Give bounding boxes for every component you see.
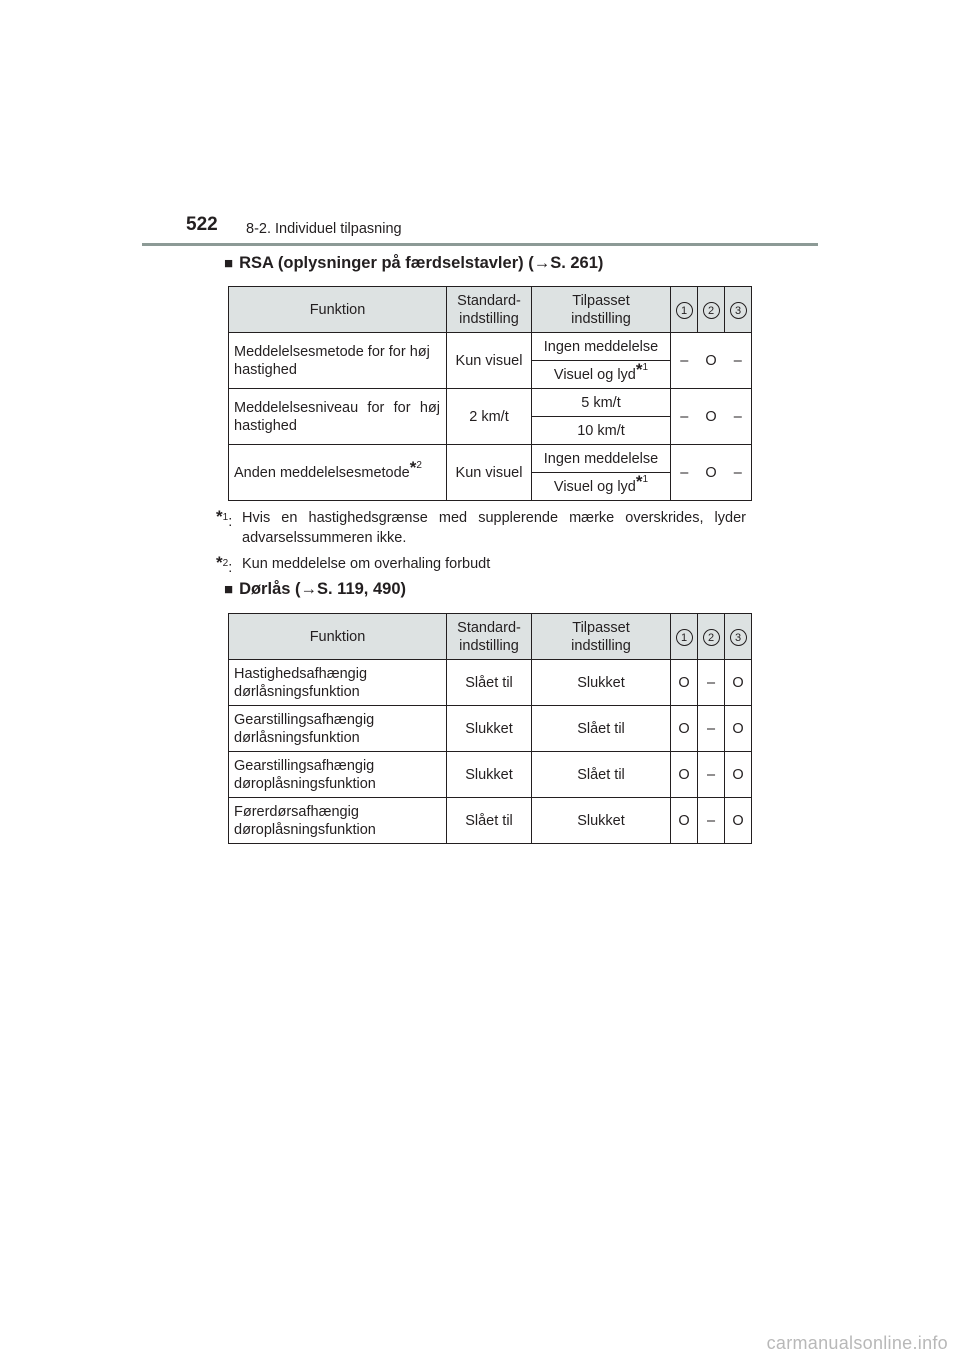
mark-3-cell: –: [725, 333, 752, 389]
table-header-row: [229, 287, 752, 333]
column-header-mark-3: [725, 287, 752, 333]
column-header-function: Funktion: [229, 614, 447, 660]
custom-option-cell: Ingen meddelelse: [532, 445, 671, 473]
column-header-mark-2: [698, 287, 725, 333]
mark-1-cell: O: [671, 798, 698, 844]
function-cell: Meddelelsesniveau for for høj hastighed: [229, 389, 447, 445]
mark-2-cell: O: [698, 445, 725, 501]
table-row: [229, 798, 752, 844]
page-number: 522: [186, 214, 218, 235]
footnote-1: [216, 508, 746, 548]
door-lock-settings-table: [228, 613, 752, 844]
custom-option-cell: Ingen meddelelse: [532, 333, 671, 361]
circled-two-icon: 2: [703, 629, 720, 646]
function-cell: Gearstillingsafhængig døroplåsningsfunktion: [229, 752, 447, 798]
custom-cell: Slukket: [532, 660, 671, 706]
mark-1-cell: –: [671, 389, 698, 445]
column-header-custom: Tilpasset indstilling: [532, 614, 671, 660]
function-cell: Førerdørsafhængig døroplåsningsfunktion: [229, 798, 447, 844]
mark-2-cell: –: [698, 706, 725, 752]
function-cell: Hastighedsafhængig dørlåsningsfunktion: [229, 660, 447, 706]
column-header-custom: Tilpasset indstilling: [532, 287, 671, 333]
circled-two-icon: 2: [703, 302, 720, 319]
column-header-standard: Standard- indstilling: [447, 614, 532, 660]
header-divider: [142, 243, 818, 246]
footnote-marker: $^{*2}$:: [216, 553, 233, 576]
watermark: carmanualsonline.info: [766, 1333, 948, 1353]
footnote-marker: $^{*1}$:: [216, 507, 233, 530]
mark-3-cell: –: [725, 445, 752, 501]
standard-cell: Kun visuel: [447, 333, 532, 389]
standard-cell: Slukket: [447, 752, 532, 798]
footnote-text-cont: advarselssummeren ikke.: [242, 530, 407, 546]
mark-1-cell: O: [671, 752, 698, 798]
square-bullet-icon: ■: [224, 581, 234, 598]
mark-3-cell: O: [725, 660, 752, 706]
footnote-2: [216, 554, 746, 578]
footnote-text: Kun meddelelse om overhaling forbudt: [242, 556, 491, 572]
rsa-settings-table: [228, 286, 752, 501]
function-cell: Meddelelsesmetode for for høj hastighed: [229, 333, 447, 389]
circled-one-icon: 1: [676, 629, 693, 646]
arrow-right-icon: →: [533, 254, 551, 272]
mark-1-cell: –: [671, 445, 698, 501]
table-row: [229, 706, 752, 752]
mark-2-cell: O: [698, 389, 725, 445]
standard-cell: Slukket: [447, 706, 532, 752]
chapter-title: 8-2. Individuel tilpasning: [246, 221, 402, 237]
mark-3-cell: O: [725, 798, 752, 844]
table-row: [229, 333, 752, 361]
mark-3-cell: –: [725, 389, 752, 445]
table-row: [229, 445, 752, 473]
table-row: [229, 660, 752, 706]
mark-2-cell: –: [698, 660, 725, 706]
standard-cell: Slået til: [447, 798, 532, 844]
custom-cell: Slået til: [532, 706, 671, 752]
mark-1-cell: O: [671, 660, 698, 706]
page-reference: S. 261): [550, 254, 604, 272]
square-bullet-icon: ■: [224, 255, 234, 272]
footnote-text: Hvis en hastighedsgrænse med supplerende mærke overskrides, lyder: [242, 510, 746, 526]
custom-option-cell: Visuel og lyd$^{*^1}$: [532, 473, 671, 501]
table-row: [229, 389, 752, 417]
mark-1-cell: O: [671, 706, 698, 752]
mark-2-cell: O: [698, 333, 725, 389]
custom-cell: Slukket: [532, 798, 671, 844]
column-header-mark-1: [671, 287, 698, 333]
standard-cell: 2 km/t: [447, 389, 532, 445]
mark-3-cell: O: [725, 752, 752, 798]
circled-one-icon: 1: [676, 302, 693, 319]
page-reference: S. 119, 490): [317, 580, 406, 598]
section-heading-text: RSA (oplysninger på færdselstavler) (: [239, 254, 534, 272]
column-header-mark-2: [698, 614, 725, 660]
mark-1-cell: –: [671, 333, 698, 389]
mark-2-cell: –: [698, 752, 725, 798]
circled-three-icon: 3: [730, 302, 747, 319]
function-cell: Anden meddelelsesmetode$^{*^2}$: [229, 445, 447, 501]
column-header-mark-1: [671, 614, 698, 660]
mark-3-cell: O: [725, 706, 752, 752]
section-heading-text: Dørlås (: [239, 580, 301, 598]
custom-option-cell: 10 km/t: [532, 417, 671, 445]
standard-cell: Kun visuel: [447, 445, 532, 501]
function-cell: Gearstillingsafhængig dørlåsningsfunktion: [229, 706, 447, 752]
circled-three-icon: 3: [730, 629, 747, 646]
table-row: [229, 752, 752, 798]
standard-cell: Slået til: [447, 660, 532, 706]
section-heading-door-lock: [224, 580, 406, 599]
section-heading-rsa: [224, 254, 603, 273]
table-header-row: [229, 614, 752, 660]
mark-2-cell: –: [698, 798, 725, 844]
custom-option-cell: 5 km/t: [532, 389, 671, 417]
arrow-right-icon: →: [300, 580, 317, 598]
column-header-function: Funktion: [229, 287, 447, 333]
custom-cell: Slået til: [532, 752, 671, 798]
column-header-mark-3: [725, 614, 752, 660]
custom-option-cell: Visuel og lyd$^{*^1}$: [532, 361, 671, 389]
column-header-standard: Standard- indstilling: [447, 287, 532, 333]
